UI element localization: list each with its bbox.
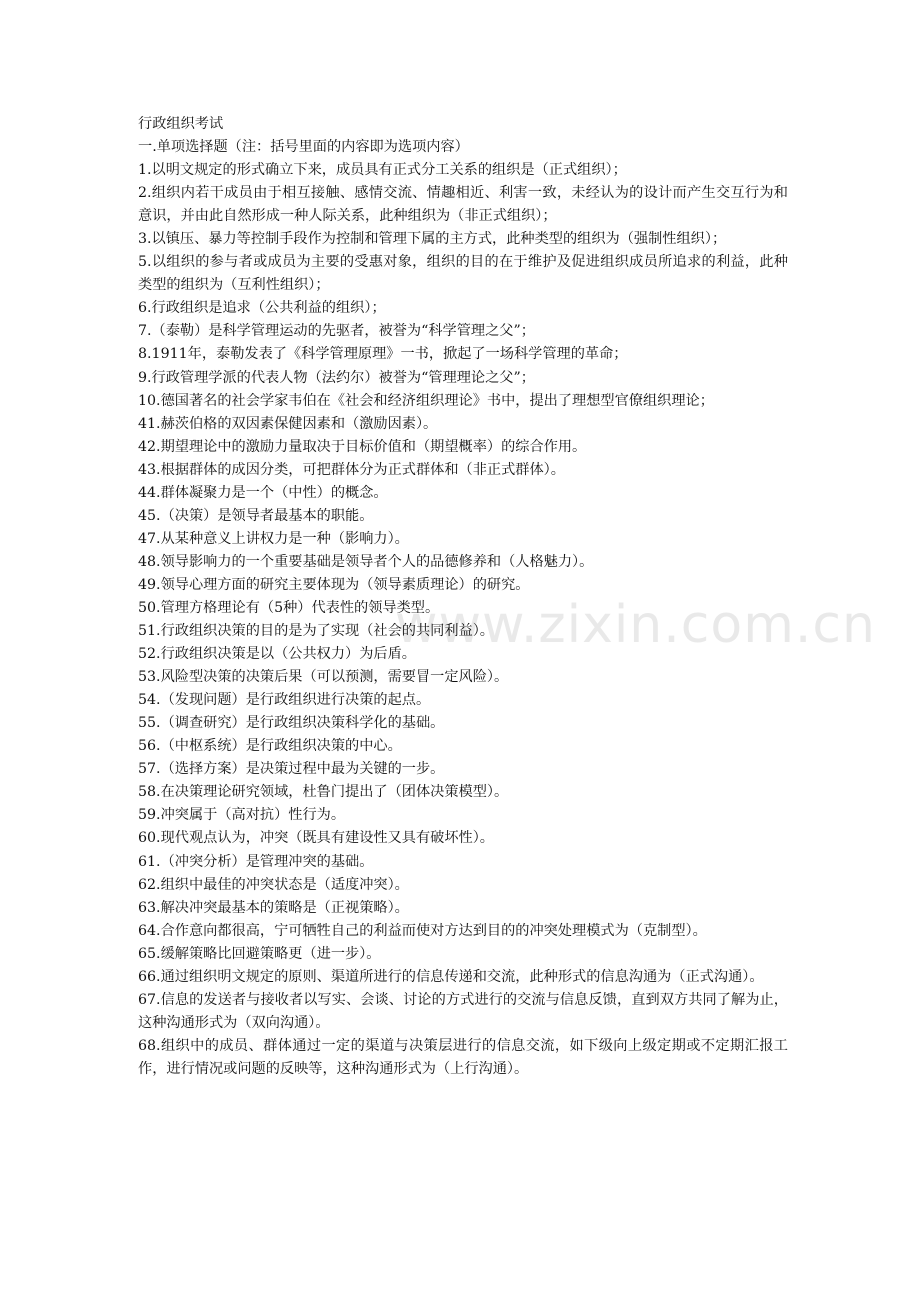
question-item: 6.行政组织是追求（公共利益的组织）； (138, 300, 386, 317)
question-item: 5.以组织的参与者或成员为主要的受惠对象，组织的目的在于维护及促进组织成员所追求的利益，此种类型的组织为（互利性组织）； (138, 254, 788, 294)
question-item: 7.（泰勒）是科学管理运动的先驱者，被誉为“科学管理之父”； (138, 323, 535, 340)
question-item: 3.以镇压、暴力等控制手段作为控制和管理下属的主方式，此种类型的组织为（强制性组织）； (138, 231, 727, 248)
question-item: 41.赫茨伯格的双因素保健因素和（激励因素）。 (138, 415, 438, 432)
question-item: 49.领导心理方面的研究主要体现为（领导素质理论）的研究。 (138, 576, 530, 593)
question-item: 62.组织中最佳的冲突状态是（适度冲突）。 (138, 876, 409, 893)
question-item: 61.（冲突分析）是管理冲突的基础。 (138, 853, 374, 870)
question-item: 54.（发现问题）是行政组织进行决策的起点。 (138, 692, 431, 709)
question-item: 9.行政管理学派的代表人物（法约尔）被誉为“管理理论之父”； (138, 369, 535, 386)
section-heading: 一.单项选择题（注：括号里面的内容即为选项内容） (138, 139, 469, 156)
question-item: 64.合作意向都很高，宁可牺牲自己的利益而使对方达到目的的冲突处理模式为（克制型）。 (138, 922, 707, 939)
question-item: 63.解决冲突最基本的策略是（正视策略）。 (138, 899, 409, 916)
question-item: 53.风险型决策的决策后果（可以预测，需要冒一定风险）。 (138, 669, 509, 686)
question-list (138, 159, 788, 1081)
question-item: 59.冲突属于（高对抗）性行为。 (138, 807, 346, 824)
question-item: 60.现代观点认为，冲突（既具有建设性又具有破坏性）。 (138, 830, 494, 847)
question-item: 66.通过组织明文规定的原则、渠道所进行的信息传递和交流，此种形式的信息沟通为（正式沟通）。 (138, 968, 764, 985)
question-item: 1.以明文规定的形式确立下来，成员具有正式分工关系的组织是（正式组织）； (138, 162, 627, 179)
question-item: 48.领导影响力的一个重要基础是领导者个人的品德修养和（人格魅力）。 (138, 553, 594, 570)
question-item: 47.从某种意义上讲权力是一种（影响力）。 (138, 530, 409, 547)
question-item: 68.组织中的成员、群体通过一定的渠道与决策层进行的信息交流，如下级向上级定期或不定期汇报工作，进行情况或问题的反映等，这种沟通形式为（上行沟通）。 (138, 1037, 788, 1077)
question-item: 67.信息的发送者与接收者以写实、会谈、讨论的方式进行的交流与信息反馈，直到双方共同了解为止，这种沟通形式为（双向沟通）。 (138, 991, 788, 1031)
question-item: 43.根据群体的成因分类，可把群体分为正式群体和（非正式群体）。 (138, 461, 565, 478)
question-item: 42.期望理论中的激励力量取决于目标价值和（期望概率）的综合作用。 (138, 438, 587, 455)
question-item: 45.（决策）是领导者最基本的职能。 (138, 507, 374, 524)
question-item: 57.（选择方案）是决策过程中最为关键的一步。 (138, 761, 445, 778)
question-item: 56.（中枢系统）是行政组织决策的中心。 (138, 738, 402, 755)
watermark: www.zixin.com.cn (395, 595, 876, 655)
question-item: 8.1911年，泰勒发表了《科学管理原理》一书，掀起了一场科学管理的革命； (138, 346, 628, 363)
question-item: 55.（调查研究）是行政组织决策科学化的基础。 (138, 715, 445, 732)
question-item: 52.行政组织决策是以（公共权力）为后盾。 (138, 646, 416, 663)
document-body (138, 113, 788, 1081)
question-item: 2.组织内若干成员由于相互接触、感情交流、情趣相近、利害一致，未经认为的设计而产生交互行为和意识，并由此自然形成一种人际关系，此种组织为（非正式组织）； (138, 185, 788, 225)
question-item: 51.行政组织决策的目的是为了实现（社会的共同利益）。 (138, 623, 494, 640)
question-item: 58.在决策理论研究领域，杜鲁门提出了（团体决策模型）。 (138, 784, 509, 801)
question-item: 65.缓解策略比回避策略更（进一步）。 (138, 945, 381, 962)
question-item: 44.群体凝聚力是一个（中性）的概念。 (138, 484, 388, 501)
question-item: 10.德国著名的社会学家韦伯在《社会和经济组织理论》书中，提出了理想型官僚组织理论； (138, 392, 714, 409)
document-title: 行政组织考试 (138, 116, 224, 132)
question-item: 50.管理方格理论有（5种）代表性的领导类型。 (138, 599, 440, 616)
